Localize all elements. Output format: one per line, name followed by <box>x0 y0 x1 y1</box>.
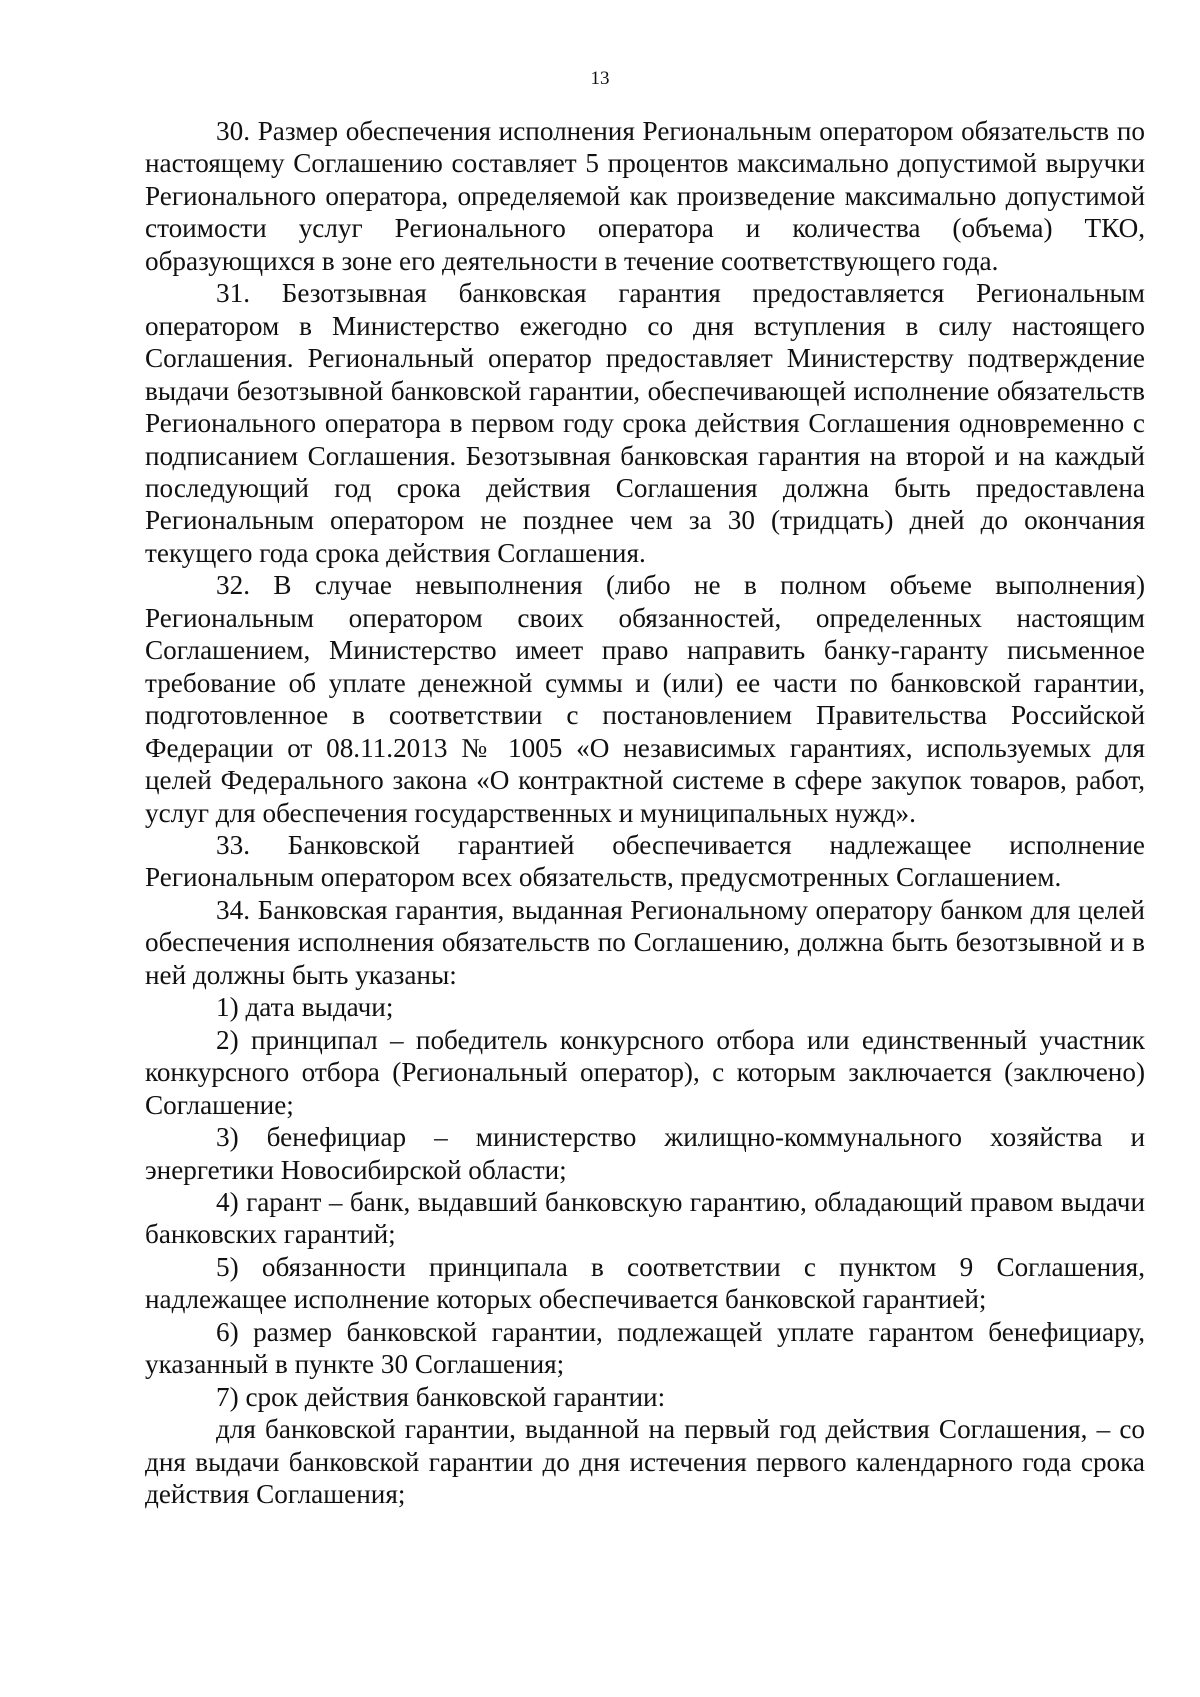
paragraph-34: 34. Банковская гарантия, выданная Региональному оператору банком для целей обеспечения исполнения обязательств по Соглашению, должна быть безотзывной и в ней должны быть указаны: <box>145 894 1145 990</box>
list-item-1: 1) дата выдачи; <box>216 992 394 1023</box>
list-item-2: 2) принципал – победитель конкурсного отбора или единственный участник конкурсного отбора (Региональный оператор), с которым заключается (заключено) Соглашение; <box>145 1024 1145 1120</box>
list-item-5: 5) обязанности принципала в соответствии с пунктом 9 Соглашения, надлежащее исполнение которых обеспечивается банковской гарантией; <box>145 1251 1145 1315</box>
paragraph-33: 33. Банковской гарантией обеспечивается надлежащее исполнение Региональным оператором всех обязательств, предусмотренных Соглашением. <box>145 829 1145 893</box>
list-item-7: 7) срок действия банковской гарантии: <box>216 1381 666 1412</box>
paragraph-30: 30. Размер обеспечения исполнения Региональным оператором обязательств по настоящему Соглашению составляет 5 процентов максимально допустимой выручки Регионального оператора, определяемой как произведение максимально допустимой стоимости услуг Регионального оператора и количества (объема) ТКО, образующихся в зоне его деятельности в течение соответствующего года. <box>145 116 1145 276</box>
paragraph-32: 32. В случае невыполнения (либо не в полном объеме выполнения) Региональным оператором своих обязанностей, определенных настоящим Соглашением, Министерство имеет право направить банку-гаранту письменное требование об уплате денежной суммы и (или) ее части по банковской гарантии, подготовленное в соответствии с постановлением Правительства Российской Федерации от 08.11.2013 № 1005 «О независимых гарантиях, используемых для целей Федерального закона «О контрактной системе в сфере закупок товаров, работ, услуг для обеспечения государственных и муниципальных нужд». <box>145 570 1145 828</box>
list-item-7-detail: для банковской гарантии, выданной на первый год действия Соглашения, – со дня выдачи банковской гарантии до дня истечения первого календарного года срока действия Соглашения; <box>145 1414 1145 1510</box>
paragraph-31: 31. Безотзывная банковская гарантия предоставляется Региональным оператором в Министерство ежегодно со дня вступления в силу настоящего Соглашения. Региональный оператор предоставляет Министерству подтверждение выдачи безотзывной банковской гарантии, обеспечивающей исполнение обязательств Регионального оператора в первом году срока действия Соглашения одновременно с подписанием Соглашения. Безотзывная банковская гарантия на второй и на каждый последующий год срока действия Соглашения должна быть предоставлена Региональным оператором не позднее чем за 30 (тридцать) дней до окончания текущего года срока действия Соглашения. <box>145 278 1145 568</box>
page-number: 13 <box>590 68 610 89</box>
list-item-3: 3) бенефициар – министерство жилищно-коммунального хозяйства и энергетики Новосибирской области; <box>145 1122 1145 1185</box>
list-item-6: 6) размер банковской гарантии, подлежащей уплате гарантом бенефициару, указанный в пункте 30 Соглашения; <box>145 1316 1145 1380</box>
list-item-4: 4) гарант – банк, выдавший банковскую гарантию, обладающий правом выдачи банковских гарантий; <box>145 1186 1145 1250</box>
document-body <box>145 115 1145 1510</box>
